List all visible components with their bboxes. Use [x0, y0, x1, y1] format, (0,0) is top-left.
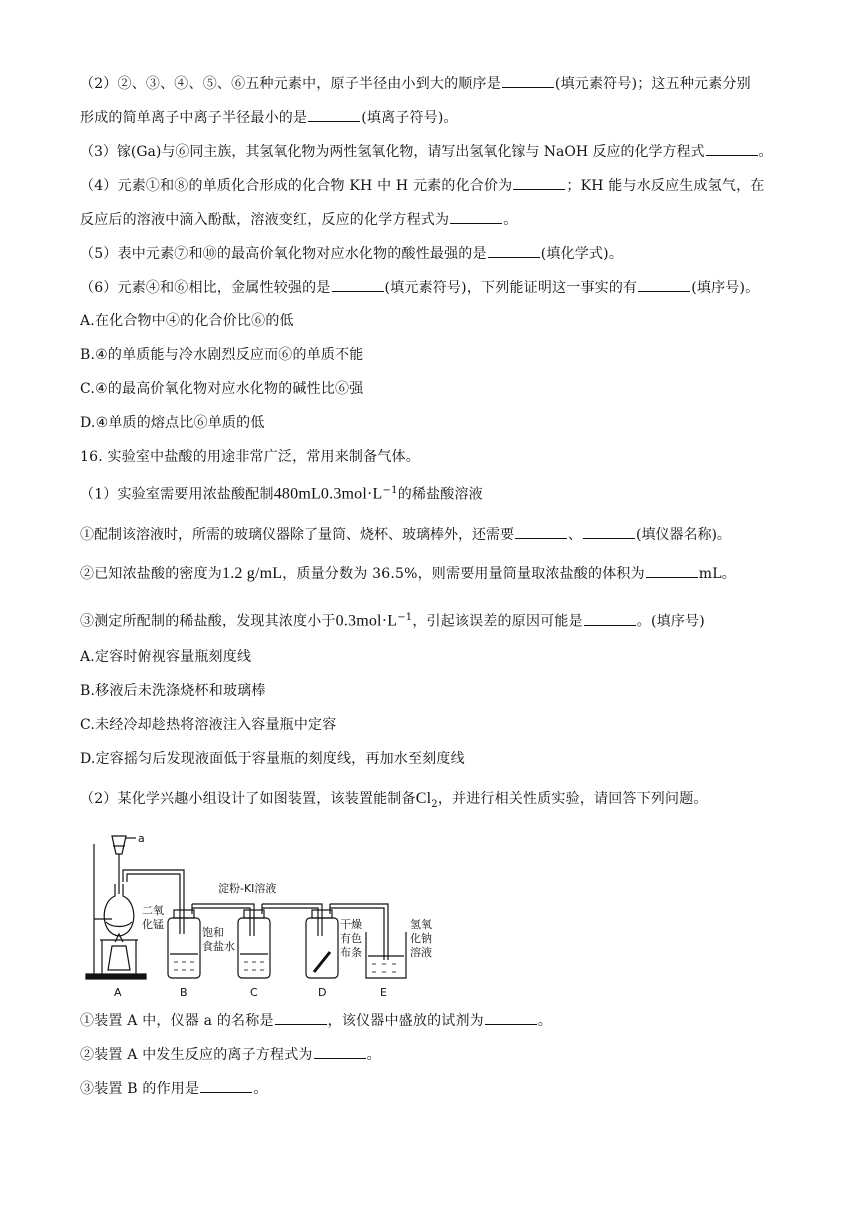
q16-answer-1: [80, 1010, 552, 1031]
label-starch-ki: 淀粉-KI溶液: [218, 882, 277, 895]
label-brine-2: 食盐水: [202, 940, 235, 953]
text: （1）实验室需要用浓盐酸配制: [80, 486, 274, 503]
answer-blank[interactable]: [308, 107, 360, 122]
q15-option-a: A.在化合物中④的化合价比⑥的低: [80, 313, 294, 329]
text: （6）元素④和⑥相比，金属性较强的是: [80, 280, 331, 296]
q16-sub1: [80, 524, 731, 545]
q15-part5: [80, 243, 623, 264]
text: ①装置 A 中，仪器 a 的名称是: [80, 1013, 274, 1029]
text: 。(填序号): [636, 613, 705, 630]
flask-solid: [106, 922, 132, 927]
label-dry-2: 有色: [340, 932, 362, 945]
q16-part2: [80, 789, 708, 815]
answer-blank[interactable]: [314, 1044, 366, 1059]
text: ，质量分数为 36.5%，则需要用量筒量取浓盐酸的体积为: [282, 566, 645, 582]
label-D: D: [318, 986, 327, 999]
text: 。: [758, 144, 773, 160]
label-B: B: [180, 986, 188, 999]
q15-part2-line2: [80, 107, 458, 128]
label-naoh-2: 化钠: [410, 932, 432, 945]
text: 反应后的溶液中滴入酚酞，溶液变红，反应的化学方程式为: [80, 212, 450, 228]
answer-blank[interactable]: [646, 563, 698, 578]
text: ，引起该误差的原因可能是: [412, 613, 583, 630]
formula: 480mL0.3mol·L: [273, 485, 383, 503]
text: mL。: [698, 566, 736, 582]
superscript: −1: [382, 485, 398, 496]
answer-blank[interactable]: [515, 524, 567, 539]
text: 。: [253, 1081, 268, 1097]
q16-option-c: C.未经冷却趁热将溶液注入容量瓶中定容: [80, 717, 337, 733]
q16-sub2: [80, 563, 736, 584]
separatory-funnel: [112, 836, 126, 854]
label-E: E: [380, 986, 387, 999]
answer-blank[interactable]: [450, 209, 502, 224]
text: ②装置 A 中发生反应的离子方程式为: [80, 1047, 313, 1063]
answer-blank[interactable]: [638, 277, 690, 292]
answer-blank[interactable]: [502, 73, 554, 88]
answer-blank[interactable]: [583, 524, 635, 539]
text: (填序号)。: [691, 280, 760, 296]
text: (填元素符号)；这五种元素分别: [554, 76, 751, 92]
q16-part1: [80, 481, 483, 505]
q16-option-a: A.定容时俯视容量瓶刻度线: [80, 649, 252, 665]
answer-blank[interactable]: [584, 611, 636, 626]
q15-option-c: C.④的最高价氧化物对应水化物的碱性比⑥强: [80, 381, 364, 397]
text: ③装置 B 的作用是: [80, 1081, 200, 1097]
q16-option-b: B.移液后未洗涤烧杯和玻璃棒: [80, 683, 266, 699]
q15-part3: [80, 141, 773, 162]
label-dry-1: 干燥: [340, 918, 362, 931]
text: (填仪器名称)。: [636, 527, 731, 543]
text: ；KH 能与水反应生成氢气，在: [566, 178, 765, 194]
text: (填离子符号)。: [361, 110, 458, 126]
answer-blank[interactable]: [706, 141, 758, 156]
q16-answer-3: [80, 1078, 267, 1099]
label-C: C: [250, 986, 258, 999]
subscript: 2: [431, 798, 438, 810]
text: ②已知浓盐酸的密度为: [80, 566, 222, 582]
answer-blank[interactable]: [513, 175, 565, 190]
apparatus-diagram: [82, 824, 452, 1004]
answer-blank[interactable]: [488, 243, 540, 258]
text: 。: [503, 212, 518, 228]
dry-cloth-strip: [314, 952, 330, 972]
text: ①配制该溶液时，所需的玻璃仪器除了量筒、烧杯、玻璃棒外，还需要: [80, 527, 514, 543]
stand-base: [86, 974, 146, 979]
label-naoh-3: 溶液: [410, 946, 432, 959]
alcohol-lamp: [108, 946, 130, 970]
q15-option-d: D.④单质的熔点比⑥单质的低: [80, 415, 265, 431]
q16-option-d: D.定容摇匀后发现液面低于容量瓶的刻度线，再加水至刻度线: [80, 751, 465, 767]
answer-blank[interactable]: [275, 1010, 327, 1025]
q16-answer-2: [80, 1044, 381, 1065]
answer-blank[interactable]: [485, 1010, 537, 1025]
answer-blank[interactable]: [200, 1078, 252, 1093]
text: (填元素符号)，下列能证明这一事实的有: [384, 280, 638, 296]
q15-part4-line1: [80, 175, 765, 196]
formula: 1.2 g/mL: [222, 565, 283, 582]
q15-option-b: B.④的单质能与冷水剧烈反应而⑥的单质不能: [80, 347, 364, 363]
text: ③测定所配制的稀盐酸，发现其浓度小于: [80, 613, 336, 630]
q15-part4-line2: [80, 209, 517, 230]
answer-blank[interactable]: [332, 277, 384, 292]
formula: 0.3mol·L: [335, 612, 398, 630]
beaker-e: [366, 932, 406, 978]
text: （3）镓(Ga)与⑥同主族，其氢氧化物为两性氢氧化物，请写出氢氧化镓与 NaOH 反应的化学方程式: [80, 144, 705, 160]
label-naoh-1: 氢氧: [410, 918, 432, 931]
q16-sub3: [80, 608, 705, 632]
tube-c-d: [262, 904, 322, 936]
q15-part2-line1: [80, 73, 751, 94]
label-a: a: [138, 832, 145, 845]
superscript: −1: [397, 612, 413, 623]
label-A: A: [114, 986, 122, 999]
label-mno2-1: 二氧: [142, 904, 164, 917]
text: 。: [537, 1013, 553, 1029]
text: 、: [568, 527, 582, 543]
text: 形成的简单离子中离子半径最小的是: [80, 110, 308, 126]
label-dry-3: 布条: [340, 946, 362, 959]
formula: Cl: [415, 790, 432, 807]
q16-stem: 16. 实验室中盐酸的用途非常广泛，常用来制备气体。: [80, 449, 420, 465]
label-brine-1: 饱和: [202, 926, 224, 939]
q15-part6: [80, 277, 759, 298]
label-mno2-2: 化锰: [142, 918, 164, 931]
text: 的稀盐酸溶液: [397, 486, 483, 503]
text: （4）元素①和⑧的单质化合形成的化合物 KH 中 H 元素的化合价为: [80, 178, 513, 194]
text: （5）表中元素⑦和⑩的最高价氧化物对应水化物的酸性最强的是: [80, 246, 487, 262]
text: （2）②、③、④、⑤、⑥五种元素中，原子半径由小到大的顺序是: [80, 76, 501, 92]
text: （2）某化学兴趣小组设计了如图装置，该装置能制备: [80, 791, 416, 807]
text: ，该仪器中盛放的试剂为: [327, 1013, 484, 1029]
text: (填化学式)。: [540, 246, 624, 262]
text: ，并进行相关性质实验，请回答下列问题。: [437, 791, 708, 807]
text: 。: [366, 1047, 381, 1063]
